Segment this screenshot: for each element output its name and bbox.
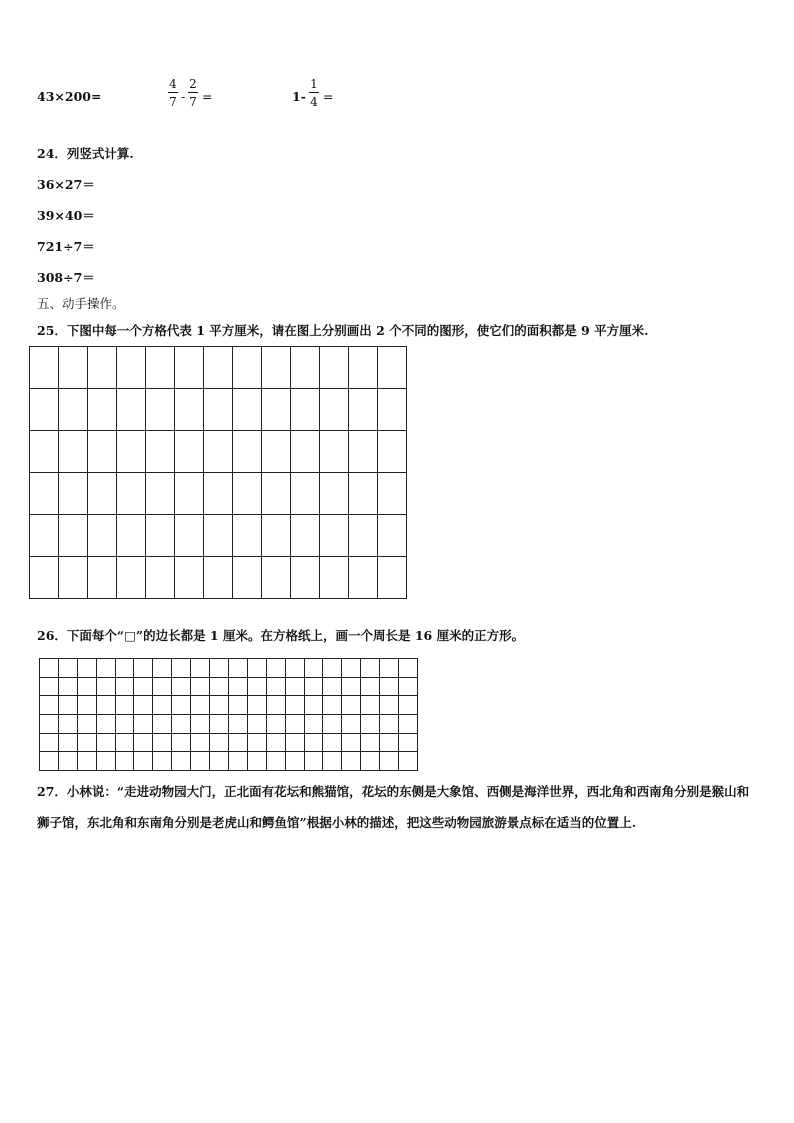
grid-cell[interactable]: [304, 714, 323, 733]
grid-cell[interactable]: [174, 556, 203, 598]
grid-cell[interactable]: [171, 714, 190, 733]
vertical-calc-item: 36×27＝: [37, 177, 95, 192]
grid-cell[interactable]: [171, 751, 190, 770]
grid-cell[interactable]: [322, 658, 341, 677]
minus-sign: -: [181, 89, 186, 104]
grid-cell[interactable]: [171, 733, 190, 752]
grid-cell[interactable]: [228, 751, 247, 770]
grid-cell[interactable]: [360, 714, 379, 733]
grid-cell[interactable]: [322, 751, 341, 770]
grid-cell[interactable]: [96, 751, 115, 770]
grid-cell[interactable]: [261, 514, 290, 556]
grid-cell[interactable]: [247, 733, 266, 752]
grid-cell[interactable]: [203, 556, 232, 598]
grid-cell[interactable]: [58, 658, 77, 677]
grid-cell[interactable]: [87, 430, 116, 472]
grid-cell[interactable]: [29, 472, 58, 514]
grid-cell[interactable]: [190, 658, 209, 677]
grid-cell[interactable]: [96, 658, 115, 677]
grid-cell[interactable]: [348, 388, 377, 430]
grid-cell[interactable]: [319, 514, 348, 556]
problem-24-title: 24．列竖式计算.: [37, 146, 134, 161]
grid-cell[interactable]: [87, 514, 116, 556]
grid-cell[interactable]: [58, 346, 87, 388]
grid-cell[interactable]: [29, 346, 58, 388]
grid-cell[interactable]: [133, 677, 152, 696]
grid-cell[interactable]: [58, 751, 77, 770]
grid-cell[interactable]: [145, 346, 174, 388]
grid-cell[interactable]: [29, 556, 58, 598]
grid-cell[interactable]: [232, 556, 261, 598]
grid-cell[interactable]: [360, 751, 379, 770]
grid-cell[interactable]: [266, 658, 285, 677]
grid-cell[interactable]: [190, 714, 209, 733]
grid-cell[interactable]: [360, 658, 379, 677]
grid-cell[interactable]: [398, 733, 417, 752]
grid-cell[interactable]: [190, 677, 209, 696]
problem-25-text: 25．下图中每一个方格代表 1 平方厘米，请在图上分别画出 2 个不同的图形，使它们的面积都是 9 平方厘米.: [37, 323, 649, 338]
grid-cell[interactable]: [266, 677, 285, 696]
grid-cell[interactable]: [290, 472, 319, 514]
grid-cell[interactable]: [341, 714, 360, 733]
grid-cell[interactable]: [209, 695, 228, 714]
grid-cell[interactable]: [285, 733, 304, 752]
grid-cell[interactable]: [145, 514, 174, 556]
fraction-bar: [188, 92, 198, 93]
numerator: 4: [169, 77, 177, 91]
problem-26-text: 26．下面每个“□”的边长都是 1 厘米。在方格纸上，画一个周长是 16 厘米的正方形。: [37, 628, 525, 643]
grid-cell[interactable]: [232, 472, 261, 514]
grid-cell[interactable]: [348, 514, 377, 556]
grid-cell[interactable]: [379, 695, 398, 714]
grid-cell[interactable]: [285, 714, 304, 733]
grid-cell[interactable]: [174, 346, 203, 388]
grid-cell[interactable]: [209, 677, 228, 696]
grid-cell[interactable]: [232, 514, 261, 556]
grid-cell[interactable]: [145, 430, 174, 472]
grid-cell[interactable]: [322, 733, 341, 752]
grid-cell[interactable]: [152, 751, 171, 770]
grid-cell[interactable]: [145, 388, 174, 430]
grid-cell[interactable]: [29, 514, 58, 556]
grid-cell[interactable]: [261, 430, 290, 472]
grid-cell[interactable]: [261, 388, 290, 430]
denominator: 7: [169, 95, 177, 109]
grid-cell[interactable]: [348, 556, 377, 598]
grid-cell[interactable]: [174, 514, 203, 556]
grid-cell[interactable]: [379, 751, 398, 770]
grid-cell[interactable]: [133, 695, 152, 714]
grid-cell[interactable]: [228, 677, 247, 696]
problem-27-text: 27．小林说：“走进动物园大门，正北面有花坛和熊猫馆，花坛的东侧是大象馆、西侧是海洋世界，西北角和西南角分别是猴山和狮子馆，东北角和东南角分别是老虎山和鳄鱼馆”根据小林的描述，把这些动物园旅游景点标在适当的位置上.: [37, 784, 750, 830]
grid-cell[interactable]: [348, 472, 377, 514]
grid-cell[interactable]: [190, 695, 209, 714]
vertical-calc-item: 308÷7＝: [37, 270, 95, 285]
grid-cell[interactable]: [115, 658, 134, 677]
grid-cell[interactable]: [171, 658, 190, 677]
grid-cell[interactable]: [77, 677, 96, 696]
grid-cell[interactable]: [116, 556, 145, 598]
grid-cell[interactable]: [348, 346, 377, 388]
grid-cell[interactable]: [116, 346, 145, 388]
vertical-calc-item: 39×40＝: [37, 208, 95, 223]
grid-cell[interactable]: [360, 695, 379, 714]
grid-cell[interactable]: [290, 556, 319, 598]
grid-cell[interactable]: [398, 677, 417, 696]
grid-cell[interactable]: [398, 751, 417, 770]
grid-cell[interactable]: [152, 658, 171, 677]
grid-cell[interactable]: [174, 388, 203, 430]
grid-cell[interactable]: [377, 430, 406, 472]
square-grid-13x6[interactable]: [29, 346, 407, 599]
grid-cell[interactable]: [398, 658, 417, 677]
grid-cell[interactable]: [152, 695, 171, 714]
grid-cell[interactable]: [209, 714, 228, 733]
grid-cell[interactable]: [87, 388, 116, 430]
grid-cell[interactable]: [304, 733, 323, 752]
grid-cell[interactable]: [174, 430, 203, 472]
grid-cell[interactable]: [304, 677, 323, 696]
grid-cell[interactable]: [377, 346, 406, 388]
numerator: 1: [310, 77, 318, 91]
grid-cell[interactable]: [261, 556, 290, 598]
grid-cell[interactable]: [285, 658, 304, 677]
grid-cell[interactable]: [228, 658, 247, 677]
grid-cell[interactable]: [341, 658, 360, 677]
grid-cell[interactable]: [247, 677, 266, 696]
calc-item-one-minus-fraction: [292, 78, 342, 118]
grid-cell[interactable]: [58, 430, 87, 472]
grid-cell[interactable]: [58, 472, 87, 514]
grid-cell[interactable]: [77, 658, 96, 677]
grid-cell[interactable]: [39, 751, 58, 770]
grid-cell[interactable]: [133, 714, 152, 733]
grid-cell[interactable]: [58, 556, 87, 598]
grid-cell[interactable]: [77, 695, 96, 714]
grid-cell[interactable]: [203, 346, 232, 388]
grid-cell[interactable]: [261, 472, 290, 514]
grid-cell[interactable]: [77, 751, 96, 770]
grid-cell[interactable]: [232, 388, 261, 430]
grid-cell[interactable]: [266, 751, 285, 770]
grid-cell[interactable]: [247, 658, 266, 677]
grid-cell[interactable]: [116, 514, 145, 556]
fraction-4-7: [167, 78, 179, 108]
grid-cell[interactable]: [285, 751, 304, 770]
grid-cell[interactable]: [203, 514, 232, 556]
grid-cell[interactable]: [290, 346, 319, 388]
grid-cell[interactable]: [96, 695, 115, 714]
grid-cell[interactable]: [360, 677, 379, 696]
grid-cell[interactable]: [209, 658, 228, 677]
grid-cell[interactable]: [115, 733, 134, 752]
square-grid-20x6[interactable]: [39, 658, 418, 771]
grid-cell[interactable]: [319, 430, 348, 472]
grid-cell[interactable]: [322, 714, 341, 733]
grid-cell[interactable]: [96, 733, 115, 752]
grid-cell[interactable]: [58, 514, 87, 556]
grid-cell[interactable]: [87, 346, 116, 388]
grid-cell[interactable]: [190, 733, 209, 752]
grid-cell[interactable]: [377, 556, 406, 598]
grid-cell[interactable]: [203, 388, 232, 430]
grid-cell[interactable]: [290, 514, 319, 556]
grid-cell[interactable]: [203, 430, 232, 472]
grid-cell[interactable]: [266, 695, 285, 714]
grid-cell[interactable]: [77, 714, 96, 733]
denominator: 7: [189, 95, 197, 109]
fraction-bar: [309, 92, 319, 93]
grid-cell[interactable]: [209, 733, 228, 752]
grid-cell[interactable]: [247, 695, 266, 714]
grid-cell[interactable]: [190, 751, 209, 770]
grid-cell[interactable]: [133, 658, 152, 677]
grid-cell[interactable]: [377, 472, 406, 514]
grid-cell[interactable]: [304, 751, 323, 770]
grid-cell[interactable]: [116, 472, 145, 514]
grid-cell[interactable]: [29, 430, 58, 472]
grid-cell[interactable]: [87, 556, 116, 598]
grid-cell[interactable]: [228, 733, 247, 752]
calc-item-fraction-subtraction: [167, 78, 227, 118]
equals-sign: =: [202, 89, 213, 104]
grid-cell[interactable]: [379, 677, 398, 696]
grid-cell[interactable]: [247, 714, 266, 733]
grid-cell[interactable]: [174, 472, 203, 514]
fraction-1-4: [308, 78, 320, 108]
grid-cell[interactable]: [290, 430, 319, 472]
equals-sign: =: [323, 89, 334, 104]
grid-cell[interactable]: [58, 733, 77, 752]
grid-cell[interactable]: [39, 658, 58, 677]
grid-cell[interactable]: [319, 346, 348, 388]
grid-cell[interactable]: [228, 695, 247, 714]
grid-cell[interactable]: [39, 695, 58, 714]
grid-cell[interactable]: [360, 733, 379, 752]
grid-cell[interactable]: [133, 733, 152, 752]
grid-cell[interactable]: [39, 677, 58, 696]
grid-cell[interactable]: [77, 733, 96, 752]
grid-cell[interactable]: [261, 346, 290, 388]
grid-cell[interactable]: [247, 751, 266, 770]
grid-cell[interactable]: [145, 556, 174, 598]
grid-cell[interactable]: [341, 751, 360, 770]
one-minus: 1-: [292, 89, 306, 104]
grid-cell[interactable]: [266, 714, 285, 733]
grid-cell[interactable]: [152, 677, 171, 696]
grid-cell[interactable]: [228, 714, 247, 733]
grid-cell[interactable]: [203, 472, 232, 514]
grid-cell[interactable]: [377, 388, 406, 430]
grid-cell[interactable]: [398, 695, 417, 714]
grid-cell[interactable]: [115, 714, 134, 733]
grid-cell[interactable]: [304, 695, 323, 714]
grid-cell[interactable]: [290, 388, 319, 430]
grid-cell[interactable]: [379, 714, 398, 733]
grid-cell[interactable]: [39, 714, 58, 733]
grid-cell[interactable]: [58, 695, 77, 714]
section-5-title: 五、动手操作。: [37, 296, 125, 311]
grid-cell[interactable]: [209, 751, 228, 770]
grid-cell[interactable]: [398, 714, 417, 733]
grid-cell[interactable]: [115, 677, 134, 696]
grid-cell[interactable]: [152, 733, 171, 752]
grid-cell[interactable]: [116, 388, 145, 430]
grid-cell[interactable]: [266, 733, 285, 752]
grid-cell[interactable]: [377, 514, 406, 556]
grid-cell[interactable]: [285, 677, 304, 696]
grid-cell[interactable]: [58, 677, 77, 696]
grid-cell[interactable]: [152, 714, 171, 733]
grid-cell[interactable]: [171, 677, 190, 696]
grid-cell[interactable]: [115, 695, 134, 714]
grid-cell[interactable]: [232, 430, 261, 472]
grid-cell[interactable]: [341, 733, 360, 752]
grid-cell[interactable]: [379, 733, 398, 752]
fraction-bar: [168, 92, 178, 93]
grid-cell[interactable]: [171, 695, 190, 714]
grid-cell[interactable]: [348, 430, 377, 472]
grid-cell[interactable]: [285, 695, 304, 714]
grid-cell[interactable]: [39, 733, 58, 752]
grid-cell[interactable]: [87, 472, 116, 514]
grid-cell[interactable]: [96, 677, 115, 696]
grid-cell[interactable]: [133, 751, 152, 770]
grid-cell[interactable]: [145, 472, 174, 514]
grid-cell[interactable]: [115, 751, 134, 770]
grid-cell[interactable]: [96, 714, 115, 733]
grid-cell[interactable]: [319, 472, 348, 514]
grid-cell[interactable]: [341, 677, 360, 696]
numerator: 2: [189, 77, 197, 91]
grid-cell[interactable]: [116, 430, 145, 472]
grid-cell[interactable]: [58, 388, 87, 430]
grid-cell[interactable]: [341, 695, 360, 714]
grid-cell[interactable]: [29, 388, 58, 430]
grid-cell[interactable]: [304, 658, 323, 677]
fraction-2-7: [187, 78, 199, 108]
calc-item-43x200: 43×200=: [37, 89, 102, 104]
grid-cell[interactable]: [322, 695, 341, 714]
grid-cell[interactable]: [322, 677, 341, 696]
grid-cell[interactable]: [319, 556, 348, 598]
grid-cell[interactable]: [232, 346, 261, 388]
grid-cell[interactable]: [379, 658, 398, 677]
denominator: 4: [310, 95, 318, 109]
grid-cell[interactable]: [319, 388, 348, 430]
grid-cell[interactable]: [58, 714, 77, 733]
vertical-calc-item: 721÷7＝: [37, 239, 95, 254]
